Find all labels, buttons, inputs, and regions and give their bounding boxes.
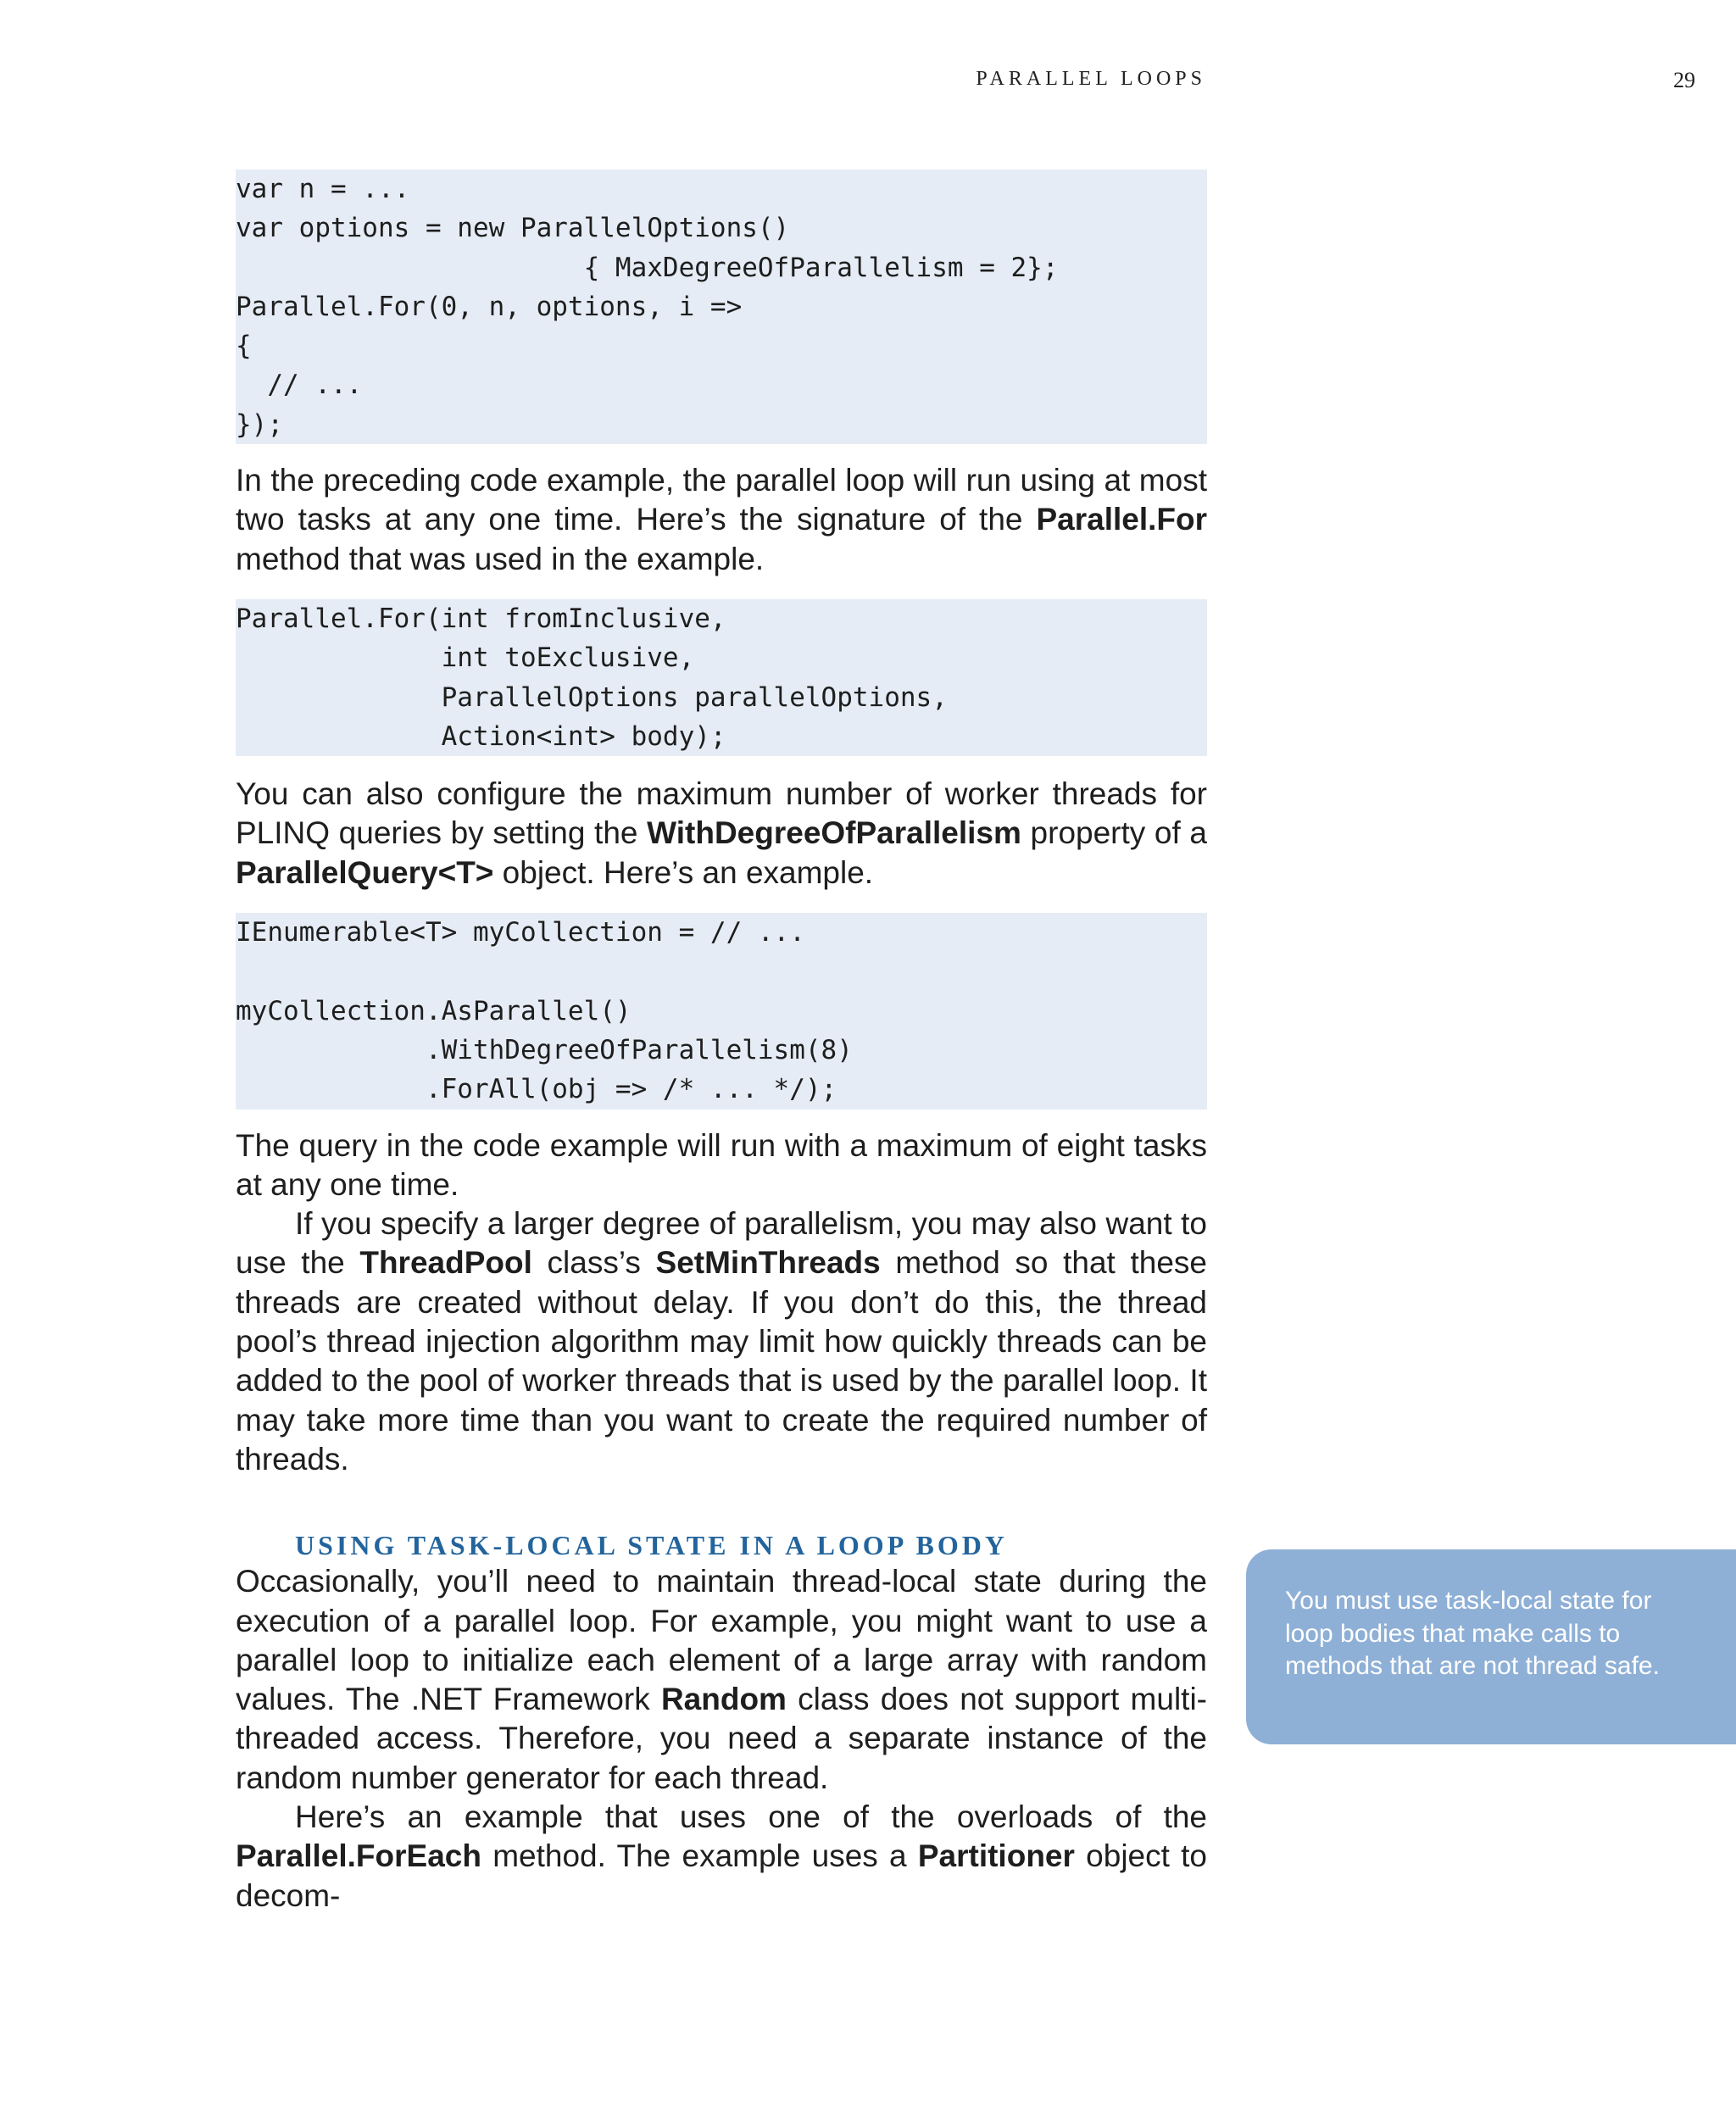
- code-line: { MaxDegreeOfParallelism = 2};: [236, 252, 1059, 283]
- code-line: .ForAll(obj => /* ... */);: [236, 1074, 837, 1105]
- text-run: class’s: [531, 1245, 656, 1281]
- text-run: method that was used in the example.: [236, 541, 765, 576]
- paragraph-foreach-example: [236, 1798, 1207, 1916]
- code-line: {: [236, 331, 252, 362]
- text-run: object to decom-: [236, 1838, 1208, 1913]
- code-block-parallel-for-signature: [236, 599, 1207, 756]
- margin-note: You must use task-local state for loop bodies that make calls to methods that are not thread safe.: [1246, 1549, 1736, 1744]
- text-run: class does not support multi-threaded access. Therefore, you need a separate instance of the random number generator for each thread.: [236, 1682, 1207, 1795]
- text-run: You can also configure the maximum number of worker threads for PLINQ queries by setting the: [236, 776, 1207, 851]
- code-line: .WithDegreeOfParallelism(8): [236, 1034, 853, 1065]
- text-run: In the preceding code example, the parallel loop will run using at most two tasks at any one time. Here’s the signature of the: [236, 463, 1207, 537]
- code-line: Parallel.For(int fromInclusive,: [236, 603, 726, 634]
- code-line: IEnumerable<T> myCollection = // ...: [236, 917, 805, 948]
- running-head: PARALLEL LOOPS: [976, 68, 1206, 90]
- bold-term: Parallel.For: [1036, 502, 1207, 537]
- bold-term: Random: [660, 1682, 787, 1717]
- code-line: myCollection.AsParallel(): [236, 995, 632, 1026]
- code-line: var options = new ParallelOptions(): [236, 213, 790, 244]
- text-run: The query in the code example will run with a maximum of eight tasks at any one time.: [236, 1127, 1207, 1202]
- page-number: 29: [1673, 68, 1695, 92]
- text-run: Occasionally, you’ll need to maintain thread-local state during the execution of a parallel loop. For example, you might want to use a parallel loop to initialize each element of a large array with random values. The .NET Framework: [236, 1564, 1207, 1717]
- code-block-parallel-options: [236, 170, 1207, 444]
- paragraph-plinq-configure: [236, 775, 1207, 893]
- text-run: method so that these threads are created without delay. If you don’t do this, the thread pool’s thread injection algorithm may limit how quickly threads can be added to the pool of worker threads that is used by the parallel loop. It may take more time than you want to create the required number of threads.: [236, 1245, 1207, 1477]
- text-run: property of a: [1021, 815, 1208, 851]
- code-line: int toExclusive,: [236, 642, 695, 674]
- bold-term: ParallelQuery<T>: [236, 854, 494, 890]
- code-line: Parallel.For(0, n, options, i =>: [236, 291, 743, 322]
- paragraph-threadpool: [236, 1204, 1207, 1479]
- paragraph-query-result: [236, 1126, 1207, 1205]
- code-line: var n = ...: [236, 174, 410, 204]
- text-run: If you specify a larger degree of parallelism, you may also want to use the: [236, 1206, 1207, 1281]
- bold-term: Partitioner: [917, 1838, 1075, 1874]
- text-run: Here’s an example that uses one of the overloads of the: [295, 1799, 1207, 1834]
- bold-term: WithDegreeOfParallelism: [647, 815, 1021, 851]
- code-line: });: [236, 409, 283, 440]
- bold-term: SetMinThreads: [655, 1245, 881, 1281]
- paragraph-thread-local-state: [236, 1562, 1207, 1798]
- bold-term: Parallel.ForEach: [236, 1838, 481, 1874]
- code-block-plinq-example: [236, 913, 1207, 1109]
- section-heading: USING TASK-LOCAL STATE IN A LOOP BODY: [295, 1530, 1008, 1561]
- text-run: object. Here’s an example.: [493, 854, 874, 890]
- paragraph-preceding-example: [236, 461, 1207, 579]
- code-line: Action<int> body);: [236, 720, 726, 752]
- code-line: // ...: [236, 370, 363, 401]
- text-run: method. The example uses a: [481, 1838, 918, 1874]
- page-content: [236, 170, 1207, 1916]
- code-line: [236, 952, 1207, 991]
- code-line: ParallelOptions parallelOptions,: [236, 681, 948, 713]
- bold-term: ThreadPool: [359, 1245, 532, 1281]
